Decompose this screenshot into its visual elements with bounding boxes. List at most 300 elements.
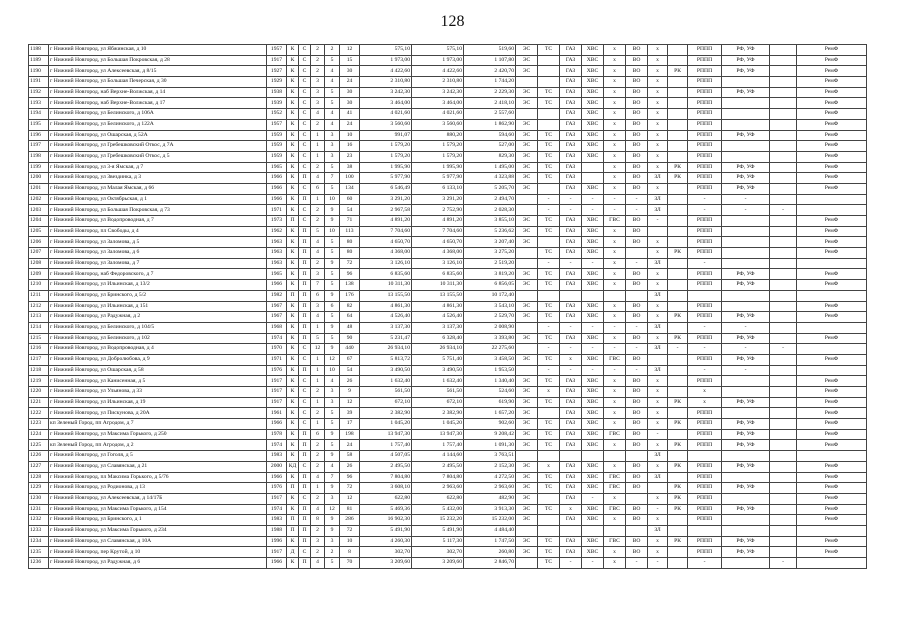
table-cell [668, 408, 688, 419]
table-cell: РК [668, 483, 688, 494]
table-cell: 9 [325, 322, 340, 333]
table-cell: 3 458,50 [464, 354, 516, 365]
table-cell [722, 301, 770, 312]
table-cell: х [604, 312, 626, 323]
table-cell [626, 451, 648, 462]
table-cell [668, 472, 688, 483]
table-cell: ТС [538, 226, 560, 237]
table-cell: г Нижний Новгород, пл Свободы, д 4 [49, 226, 267, 237]
table-cell: 7 704,60 [412, 226, 464, 237]
table-cell: ГАЗ [560, 98, 582, 109]
table-cell [770, 376, 797, 387]
table-cell: П [287, 525, 299, 536]
table-cell: К [287, 130, 299, 141]
table-cell [722, 237, 770, 248]
table-cell: С [299, 547, 311, 558]
table-cell: 4 368,00 [412, 248, 464, 259]
table-row [29, 237, 867, 248]
table-cell: 13 947,30 [360, 429, 412, 440]
table-cell: 16 902,30 [360, 515, 412, 526]
table-cell: 72 [340, 258, 360, 269]
table-cell: 3 [311, 87, 325, 98]
table-cell: ТС [538, 173, 560, 184]
table-cell: х [604, 77, 626, 88]
table-cell: ГАЗ [560, 312, 582, 323]
table-cell: 3 209,60 [412, 558, 464, 569]
table-cell: 5 [325, 55, 340, 66]
table-cell: П [299, 429, 311, 440]
table-cell: 527,00 [464, 141, 516, 152]
table-cell: 2 420,70 [464, 66, 516, 77]
table-cell: г Нижний Новгород, наб Верхне-Волжская, д 17 [49, 98, 267, 109]
table-cell: 8 [311, 515, 325, 526]
table-row [29, 55, 867, 66]
table-cell: РК [668, 162, 688, 173]
table-cell: РФ, УФ [722, 87, 770, 98]
table-cell [582, 162, 604, 173]
table-cell: 1966 [267, 183, 287, 194]
table-cell [516, 344, 538, 355]
table-cell: 1961 [267, 408, 287, 419]
table-cell: ТС [538, 419, 560, 430]
table-row [29, 536, 867, 547]
table-cell: 1 657,20 [464, 408, 516, 419]
table-cell: ГАЗ [560, 483, 582, 494]
table-cell: ВО [626, 141, 648, 152]
table-cell: ВО [626, 119, 648, 130]
table-cell: ВО [626, 130, 648, 141]
table-cell: РемФ [797, 515, 867, 526]
table-cell [797, 205, 867, 216]
table-cell: РППП [688, 45, 722, 56]
table-row [29, 397, 867, 408]
table-cell: 3 [325, 130, 340, 141]
table-cell: ГАЗ [560, 119, 582, 130]
table-cell: С [299, 376, 311, 387]
table-cell: П [299, 333, 311, 344]
table-cell: 12 [325, 354, 340, 365]
table-cell: ВО [626, 547, 648, 558]
table-cell: 5 [311, 226, 325, 237]
table-cell: 81 [340, 504, 360, 515]
table-cell: ХВС [582, 419, 604, 430]
table-cell: 1212 [29, 301, 49, 312]
table-cell: 3 [325, 536, 340, 547]
table-cell: 1963 [267, 248, 287, 259]
table-cell: РФ, УФ [722, 66, 770, 77]
table-cell: х [560, 504, 582, 515]
table-cell [797, 290, 867, 301]
table-cell: 2 [311, 45, 325, 56]
table-cell: 13 155,50 [360, 290, 412, 301]
table-cell: - [626, 194, 648, 205]
table-cell: - [722, 322, 770, 333]
table-cell: ХВС [582, 301, 604, 312]
table-cell [722, 119, 770, 130]
table-cell: РемФ [797, 419, 867, 430]
table-cell: 619,90 [464, 397, 516, 408]
table-cell: К [287, 205, 299, 216]
table-row [29, 387, 867, 398]
table-cell: ВО [626, 515, 648, 526]
table-cell: 23 [340, 151, 360, 162]
table-cell: ВО [626, 483, 648, 494]
table-cell: 902,60 [464, 419, 516, 430]
table-cell [668, 280, 688, 291]
table-cell: П [299, 451, 311, 462]
table-cell: 24 [340, 77, 360, 88]
table-cell: 4 [311, 173, 325, 184]
table-cell: 1938 [267, 87, 287, 98]
table-cell: 4 144,60 [412, 451, 464, 462]
table-cell: П [299, 269, 311, 280]
table-cell: РК [668, 536, 688, 547]
table-cell [668, 55, 688, 66]
table-cell: С [299, 141, 311, 152]
table-cell [668, 119, 688, 130]
table-cell [538, 493, 560, 504]
table-cell: 4 [311, 248, 325, 259]
table-cell [770, 536, 797, 547]
table-cell [626, 493, 648, 504]
table-cell: 5 [325, 269, 340, 280]
table-cell: г Нижний Новгород, ул Славянская, д 10А [49, 536, 267, 547]
table-cell: РФ, УФ [722, 280, 770, 291]
table-cell: ГАЗ [560, 387, 582, 398]
table-cell: г Нижний Новгород, ул Ильинская, д 151 [49, 301, 267, 312]
table-cell: ХВС [582, 515, 604, 526]
table-cell: 54 [340, 205, 360, 216]
table-cell: х [648, 493, 668, 504]
table-cell: ЭС [516, 55, 538, 66]
table-row [29, 515, 867, 526]
table-cell: 4 526,40 [360, 312, 412, 323]
table-cell: 3 490,50 [360, 365, 412, 376]
table-cell: К [287, 333, 299, 344]
table-cell: 1917 [267, 55, 287, 66]
table-cell [668, 194, 688, 205]
table-cell: ВО [626, 301, 648, 312]
table-cell: РППП [688, 504, 722, 515]
table-cell: 2 495,50 [360, 461, 412, 472]
table-cell [516, 194, 538, 205]
table-cell: ГАЗ [560, 216, 582, 227]
table-cell: 4 [311, 312, 325, 323]
table-cell: ЭС [516, 493, 538, 504]
table-cell: 4 [311, 109, 325, 120]
table-cell: 6 328,40 [412, 333, 464, 344]
table-cell: 3 [325, 387, 340, 398]
table-cell: - [560, 322, 582, 333]
table-cell: 1235 [29, 547, 49, 558]
table-cell: С [299, 87, 311, 98]
table-cell: 1966 [267, 194, 287, 205]
table-cell: ТС [538, 547, 560, 558]
table-cell: 1222 [29, 408, 49, 419]
table-cell: ХВС [582, 98, 604, 109]
table-cell: РемФ [797, 504, 867, 515]
table-cell: ГАЗ [560, 183, 582, 194]
table-cell: ЭС [516, 237, 538, 248]
table-cell: 10 [340, 130, 360, 141]
table-cell: г Нижний Новгород, ул Ильинская, д 13/2 [49, 280, 267, 291]
table-cell: 9 [325, 483, 340, 494]
table-cell: П [287, 515, 299, 526]
table-cell: П [299, 312, 311, 323]
table-cell: ВО [626, 333, 648, 344]
table-cell: х [648, 109, 668, 120]
table-cell: 1221 [29, 397, 49, 408]
table-cell: 3 393,80 [464, 333, 516, 344]
table-cell: 15 232,20 [412, 515, 464, 526]
table-cell: 1952 [267, 109, 287, 120]
table-cell: 1917 [267, 493, 287, 504]
table-cell: 4 526,40 [412, 312, 464, 323]
table-cell: 1233 [29, 525, 49, 536]
table-cell: РППП [688, 119, 722, 130]
table-cell: 7 804,80 [412, 472, 464, 483]
table-cell: 482,90 [464, 493, 516, 504]
table-cell: 1988 [267, 525, 287, 536]
table-cell [668, 451, 688, 462]
table-cell: г Нижний Новгород, ул Октябрьская, д 1 [49, 194, 267, 205]
table-cell: 2 494,70 [464, 194, 516, 205]
table-cell: х [648, 387, 668, 398]
table-cell: 2 519,20 [464, 258, 516, 269]
table-cell: 1206 [29, 237, 49, 248]
table-cell: П [287, 483, 299, 494]
table-cell: ГАЗ [560, 55, 582, 66]
table-cell: 1 [311, 376, 325, 387]
table-cell: ГАЗ [560, 472, 582, 483]
table-cell: - [560, 258, 582, 269]
table-cell: 6 [311, 429, 325, 440]
table-row [29, 376, 867, 387]
table-cell [668, 237, 688, 248]
table-cell: 1957 [267, 45, 287, 56]
table-cell [668, 290, 688, 301]
table-cell: х [648, 461, 668, 472]
table-cell [604, 525, 626, 536]
table-cell: 10 [340, 536, 360, 547]
table-cell: РППП [688, 408, 722, 419]
table-cell: ЭС [516, 461, 538, 472]
table-cell [668, 130, 688, 141]
table-cell: 286 [340, 515, 360, 526]
table-cell: ГАЗ [560, 130, 582, 141]
table-cell: ЭС [516, 504, 538, 515]
table-cell: 1205 [29, 226, 49, 237]
table-cell: х [648, 55, 668, 66]
table-cell [797, 322, 867, 333]
table-cell [770, 183, 797, 194]
table-cell: РФ, УФ [722, 461, 770, 472]
table-cell: С [299, 419, 311, 430]
table-cell: 5 [325, 408, 340, 419]
table-cell: 1 340,40 [464, 376, 516, 387]
table-cell: РемФ [797, 269, 867, 280]
table-cell: С [299, 55, 311, 66]
table-cell: ВО [626, 87, 648, 98]
table-cell: РемФ [797, 77, 867, 88]
table-cell: 1976 [267, 483, 287, 494]
table-cell: х [604, 376, 626, 387]
table-cell: х [648, 440, 668, 451]
table-cell [626, 290, 648, 301]
table-cell: 1968 [267, 322, 287, 333]
table-cell: 6 546,49 [360, 183, 412, 194]
table-cell: х [538, 387, 560, 398]
table-cell [668, 269, 688, 280]
table-cell [582, 451, 604, 462]
table-cell: К [287, 237, 299, 248]
table-cell: 2 [311, 162, 325, 173]
table-cell: РФ, УФ [722, 354, 770, 365]
table-cell: 3 464,00 [412, 98, 464, 109]
table-cell: ВО [626, 226, 648, 237]
table-cell: ХВС [582, 109, 604, 120]
table-cell: РППП [688, 130, 722, 141]
table-cell: 575,10 [360, 45, 412, 56]
table-cell [770, 451, 797, 462]
table-cell: ЭС [516, 301, 538, 312]
table-cell: х [688, 387, 722, 398]
table-cell: - [688, 205, 722, 216]
table-cell: ВО [626, 98, 648, 109]
table-cell: 24 [340, 119, 360, 130]
table-cell: РК [668, 248, 688, 259]
table-cell: С [299, 151, 311, 162]
table-cell: РППП [688, 162, 722, 173]
table-cell: 1 747,50 [464, 536, 516, 547]
table-cell: РППП [688, 269, 722, 280]
table-cell: - [582, 493, 604, 504]
table-cell: ЭС [516, 333, 538, 344]
table-cell: 64 [340, 312, 360, 323]
table-cell: 1 579,20 [412, 151, 464, 162]
table-cell: - [582, 322, 604, 333]
table-cell: 5 236,62 [464, 226, 516, 237]
table-cell: 12 [311, 344, 325, 355]
table-cell [560, 525, 582, 536]
table-cell: П [299, 173, 311, 184]
table-cell: 3 [311, 301, 325, 312]
table-cell: К [287, 66, 299, 77]
table-cell: 12 [325, 504, 340, 515]
table-cell: 60 [340, 194, 360, 205]
table-cell: 15 232,00 [464, 515, 516, 526]
table-cell: 1965 [267, 162, 287, 173]
table-cell: 41 [340, 109, 360, 120]
table-cell: С [299, 98, 311, 109]
table-cell: ХВС [582, 354, 604, 365]
table-cell: 1 973,00 [412, 55, 464, 66]
table-cell: П [299, 248, 311, 259]
table-cell: х [648, 397, 668, 408]
table-cell: ТС [538, 301, 560, 312]
table-cell: 2 [311, 408, 325, 419]
table-cell: ХВС [582, 408, 604, 419]
table-cell: г Нижний Новгород, ул Пискунова, д 20А [49, 408, 267, 419]
table-cell: РемФ [797, 87, 867, 98]
table-cell: ВО [626, 354, 648, 365]
table-cell [770, 419, 797, 430]
table-cell [722, 472, 770, 483]
table-cell: 3 913,30 [464, 504, 516, 515]
table-cell: х [604, 98, 626, 109]
table-cell: 5 [325, 162, 340, 173]
table-cell: 80 [340, 237, 360, 248]
table-cell: 1 [311, 322, 325, 333]
table-cell: 519,60 [464, 45, 516, 56]
table-cell: 7 704,60 [360, 226, 412, 237]
table-cell: ГАЗ [560, 547, 582, 558]
table-cell: - [648, 558, 668, 569]
table-cell: К [287, 504, 299, 515]
table-cell: ВО [626, 536, 648, 547]
table-cell: ВО [626, 162, 648, 173]
table-cell: ТС [538, 483, 560, 494]
table-cell: 6 133,10 [412, 183, 464, 194]
table-cell: - [688, 194, 722, 205]
table-cell: 1 [311, 194, 325, 205]
table-cell: 4 [325, 461, 340, 472]
table-cell: К [287, 183, 299, 194]
table-cell: 1202 [29, 194, 49, 205]
table-cell: ХВС [582, 504, 604, 515]
table-cell: 1 995,90 [412, 162, 464, 173]
table-cell: 5 205,70 [464, 183, 516, 194]
table-cell [560, 451, 582, 462]
table-cell: К [287, 472, 299, 483]
table-cell: ТС [538, 280, 560, 291]
table-cell: 1215 [29, 333, 49, 344]
table-cell: РемФ [797, 461, 867, 472]
table-cell: 9 [325, 451, 340, 462]
table-cell: 1198 [29, 151, 49, 162]
table-cell: РФ, УФ [722, 312, 770, 323]
table-cell: 2 028,30 [464, 205, 516, 216]
table-cell [770, 151, 797, 162]
table-cell: х [604, 248, 626, 259]
table-cell: 1236 [29, 558, 49, 569]
table-cell: ВО [626, 408, 648, 419]
table-cell [797, 558, 867, 569]
table-cell: - [538, 322, 560, 333]
table-cell: 1929 [267, 77, 287, 88]
table-cell [538, 525, 560, 536]
table-cell: 1917 [267, 387, 287, 398]
table-cell: г Нижний Новгород, ул Алексеевская, д 8/15 [49, 66, 267, 77]
table-cell: 1 744,20 [464, 77, 516, 88]
table-cell: ВО [626, 237, 648, 248]
table-cell: - [582, 365, 604, 376]
table-cell: К [287, 280, 299, 291]
table-cell: 1959 [267, 151, 287, 162]
table-cell: РемФ [797, 429, 867, 440]
table-cell: РемФ [797, 45, 867, 56]
table-cell: 39 [340, 408, 360, 419]
table-cell: ВО [626, 280, 648, 291]
table-cell: С [299, 183, 311, 194]
table-cell: РППП [688, 141, 722, 152]
table-cell: 1194 [29, 109, 49, 120]
table-cell: 9 [325, 216, 340, 227]
table-cell: 3 [311, 269, 325, 280]
table-cell: 440 [340, 344, 360, 355]
table-cell: ЭС [516, 216, 538, 227]
table-row [29, 87, 867, 98]
